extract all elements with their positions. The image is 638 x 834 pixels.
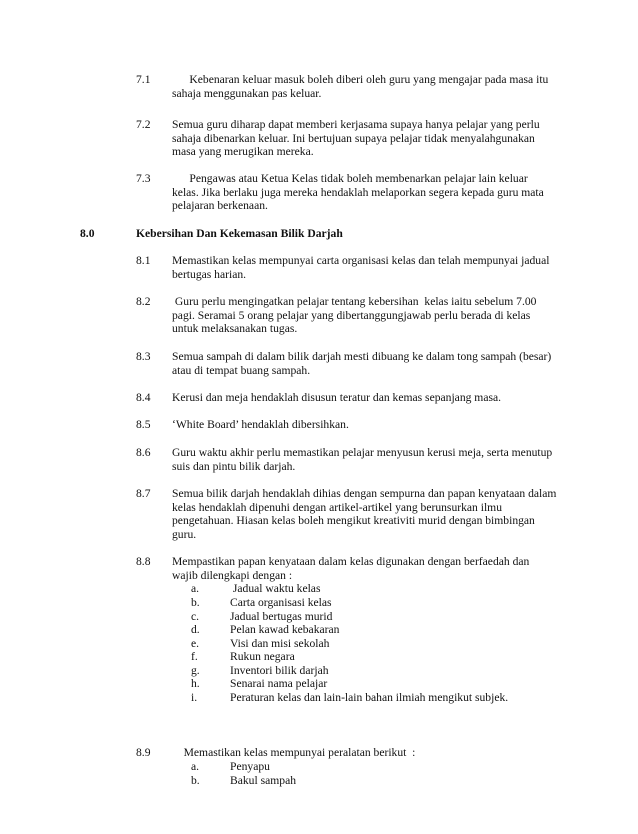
section-number: 8.0 [80,227,95,240]
text-line: Mempastikan papan kenyataan dalam kelas digunakan dengan berfaedah dan [172,555,530,568]
item-text [172,487,564,541]
text-line: Pengawas atau Ketua Kelas tidak boleh membenarkan pelajar lain keluar [172,172,528,185]
item-text [172,73,564,100]
text-line: wajib dilengkapi dengan : [172,568,293,582]
item-number: 8.3 [136,350,151,363]
item-number: 8.8 [136,555,151,568]
list-item: Carta organisasi kelas [230,596,332,609]
text-line: Memastikan kelas mempunyai carta organisasi kelas dan telah mempunyai jadual [172,254,550,267]
list-letter: b. [191,774,200,787]
list-letter: h. [191,677,200,690]
item-text [172,350,564,377]
item-number: 8.7 [136,487,151,500]
text-line: sahaja dibenarkan keluar. Ini bertujuan supaya pelajar tidak menyalahgunakan [172,131,535,145]
item-number: 7.2 [136,118,151,131]
text-line: sahaja menggunakan pas keluar. [172,86,322,100]
text-line: kelas hendaklah dipenuhi dengan artikel-artikel yang berunsurkan ilmu [172,500,502,514]
text-line: Semua guru diharap dapat memberi kerjasama supaya hanya pelajar yang perlu [172,118,540,131]
item-number: 8.1 [136,254,151,267]
list-letter: g. [191,664,200,677]
text-line: Kerusi dan meja hendaklah disusun teratur dan kemas sepanjang masa. [172,391,502,404]
list-item: Bakul sampah [230,774,297,787]
text-line: Kebenaran keluar masuk boleh diberi oleh guru yang mengajar pada masa itu [172,73,549,86]
text-line: ‘White Board’ hendaklah dibersihkan. [172,418,349,431]
list-item: Penyapu [230,760,270,773]
text-line: Semua sampah di dalam bilik darjah mesti dibuang ke dalam tong sampah (besar) [172,350,552,363]
item-text [172,418,564,432]
list-letter: a. [191,760,200,773]
text-line: kelas. Jika berlaku juga mereka hendaklah melaporkan segera kepada guru mata [172,185,544,199]
text-line: suis dan pintu bilik darjah. [172,459,296,473]
item-text [172,118,564,159]
item-number: 8.4 [136,391,151,404]
text-line: Semua bilik darjah hendaklah dihias dengan sempurna dan papan kenyataan dalam [172,487,557,500]
item-text [172,555,564,582]
list-letter: d. [191,623,200,636]
text-line: Guru perlu mengingatkan pelajar tentang kebersihan kelas iaitu sebelum 7.00 [172,295,537,308]
item-text [172,446,564,473]
section-heading: Kebersihan Dan Kekemasan Bilik Darjah [136,227,343,240]
item-number: 7.1 [136,73,151,86]
text-line: atau di tempat buang sampah. [172,363,311,377]
item-text [172,172,564,213]
item-number: 8.6 [136,446,151,459]
text-line: Guru waktu akhir perlu memastikan pelajar menyusun kerusi meja, serta menutup [172,446,553,459]
text-line: bertugas harian. [172,267,247,281]
list-letter: i. [191,691,198,704]
text-line: pengetahuan. Hiasan kelas boleh mengikut kreativiti murid dengan bimbingan [172,514,535,528]
item-number: 8.5 [136,418,151,431]
item-text [172,295,564,336]
list-letter: c. [191,610,200,623]
list-item: Visi dan misi sekolah [230,637,330,650]
text-line: pelajaran berkenaan. [172,199,268,213]
list-item: Jadual waktu kelas [230,582,321,595]
list-item: Pelan kawad kebakaran [230,623,340,636]
text-line: pagi. Seramai 5 orang pelajar yang dibertanggungjawab perlu berada di kelas [172,308,531,322]
list-item: Jadual bertugas murid [230,610,333,623]
item-number: 7.3 [136,172,151,185]
text-line: masa yang merugikan mereka. [172,145,314,159]
list-letter: b. [191,596,200,609]
list-letter: e. [191,637,200,650]
item-number: 8.2 [136,295,151,308]
text-line: guru. [172,527,197,541]
list-letter: a. [191,582,200,595]
item-text [172,254,564,281]
list-item: Inventori bilik darjah [230,664,329,677]
list-letter: f. [191,650,198,663]
list-item: Rukun negara [230,650,295,663]
item-text [172,391,564,405]
list-item: Peraturan kelas dan lain-lain bahan ilmiah mengikut subjek. [230,691,509,704]
list-item: Senarai nama pelajar [230,677,328,690]
item-text: Memastikan kelas mempunyai peralatan berikut : [172,746,416,759]
item-number: 8.9 [136,746,151,759]
text-line: untuk melaksanakan tugas. [172,322,298,336]
